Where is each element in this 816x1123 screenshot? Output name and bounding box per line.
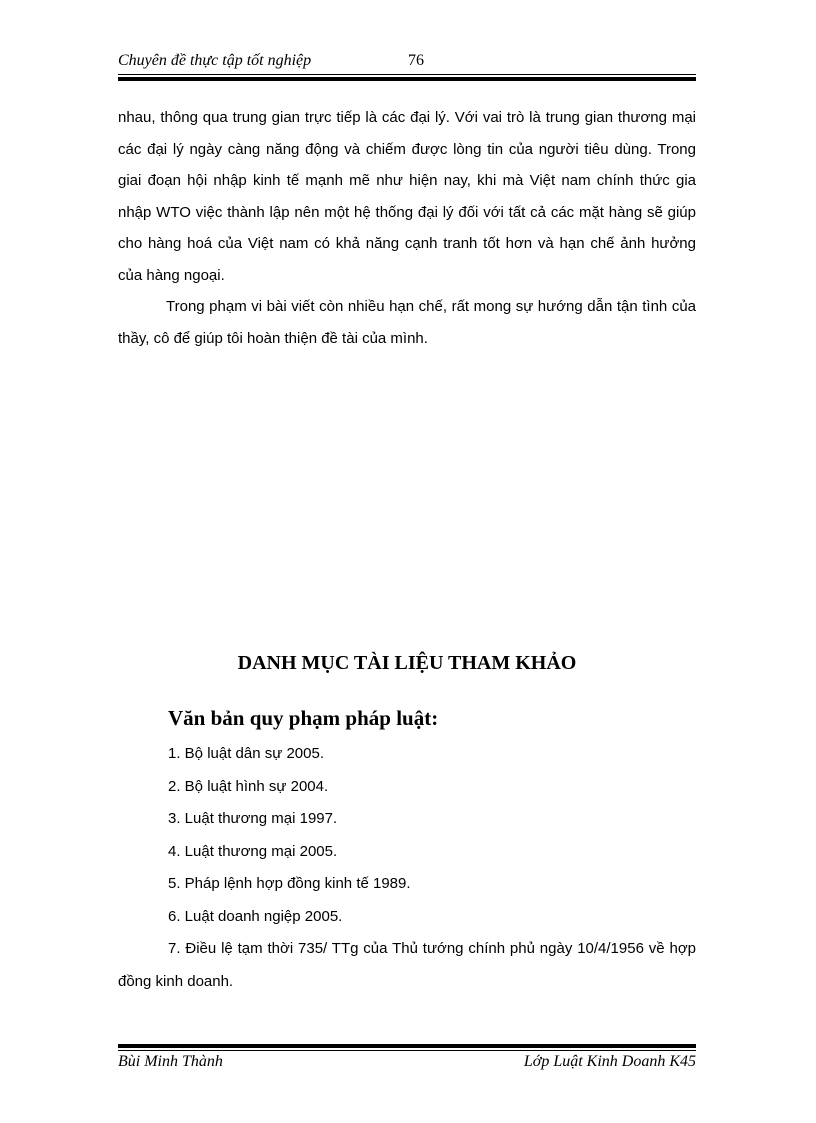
body-paragraph-1: nhau, thông qua trung gian trực tiếp là các đại lý. Với vai trò là trung gian thương mại các đại lý ngày càng năng động và chiếm được lòng tin của người tiêu dùng. Trong giai đoạn hội nhập kinh tế mạnh mẽ như hiện nay, khi mà Việt nam chính thức gia nhập WTO việc thành lập nên một hệ thống đại lý đối với tất cả các mặt hàng sẽ giúp cho hàng hoá của Việt nam có khả năng cạnh tranh tốt hơn và hạn chế ảnh hưởng của hàng ngoại. <box>118 109 696 284</box>
reference-item: 7. Điều lệ tạm thời 735/ TTg của Thủ tướng chính phủ ngày 10/4/1956 về hợp đồng kinh doanh. <box>118 940 696 990</box>
reference-item: 6. Luật doanh ngiệp 2005. <box>168 907 343 925</box>
body-text <box>118 102 696 354</box>
reference-item: 1. Bộ luật dân sự 2005. <box>168 745 324 762</box>
header-rule-thick <box>118 77 696 81</box>
page-header <box>118 52 696 74</box>
footer-rule-thick <box>118 1044 696 1048</box>
reference-item: 2. Bộ luật hình sự 2004. <box>168 777 329 795</box>
header-rule-thin <box>118 74 696 75</box>
reference-item: 4. Luật thương mại 2005. <box>168 842 338 860</box>
footer-rule-thin <box>118 1050 696 1051</box>
footer-author: Bùi Minh Thành <box>118 1053 223 1070</box>
body-paragraph-2: Trong phạm vi bài viết còn nhiều hạn chế, rất mong sự hướng dẫn tận tình của thầy, cô để giúp tôi hoàn thiện đề tài của mình. <box>118 298 696 347</box>
header-title: Chuyên đề thực tập tốt nghiệp <box>118 52 312 69</box>
footer-class: Lớp Luật Kinh Doanh K45 <box>523 1053 696 1070</box>
page-number: 76 <box>408 52 424 69</box>
page-footer <box>118 1053 696 1075</box>
references-list <box>118 738 696 998</box>
reference-item: 5. Pháp lệnh hợp đồng kinh tế 1989. <box>168 875 411 892</box>
references-title: DANH MỤC TÀI LIỆU THAM KHẢO <box>237 652 577 674</box>
references-subtitle: Văn bản quy phạm pháp luật: <box>168 706 439 730</box>
reference-item: 3. Luật thương mại 1997. <box>168 810 338 827</box>
